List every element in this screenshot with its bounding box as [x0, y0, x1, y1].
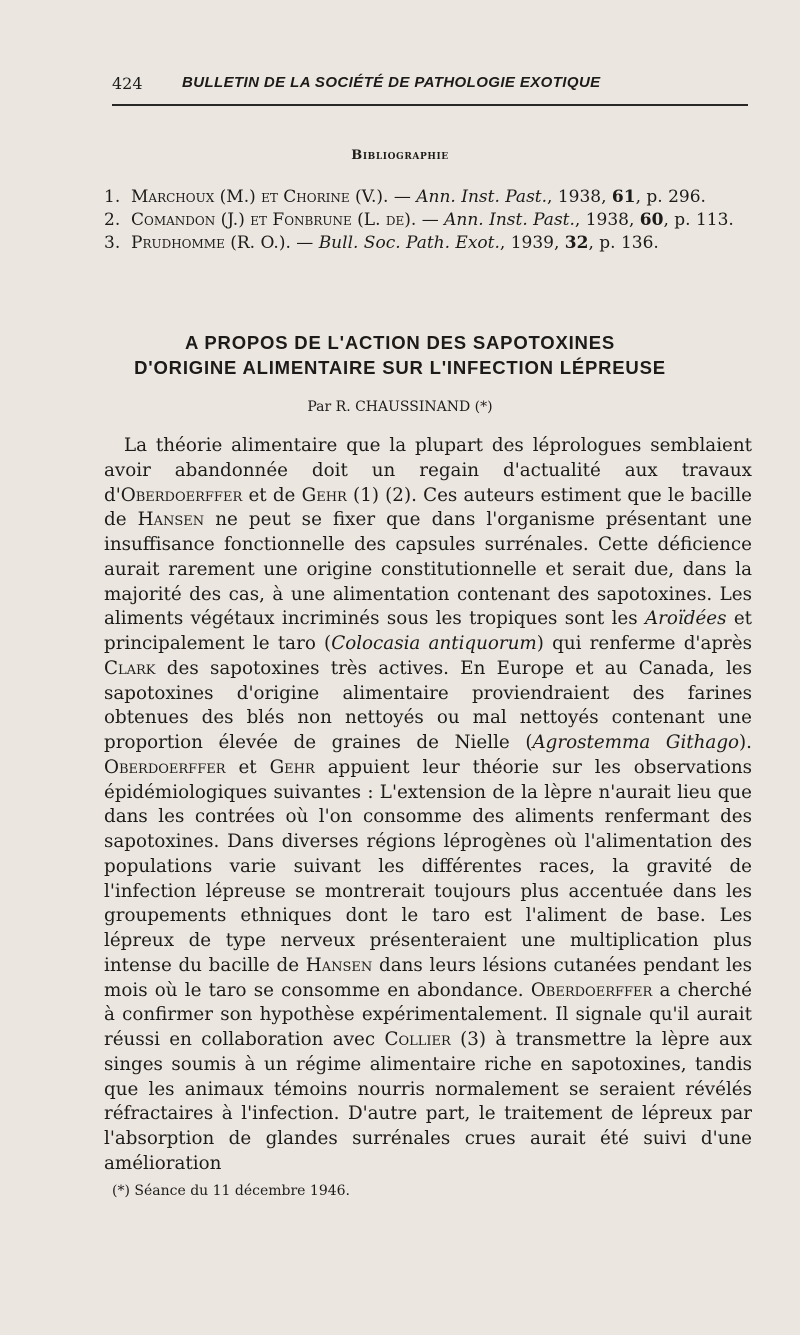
- header-rule: [112, 104, 748, 106]
- italic-term: Colocasia antiquorum: [331, 633, 537, 654]
- author-name: Clark: [104, 657, 156, 679]
- article-body-paragraph: [104, 434, 752, 1177]
- reference-year: , 1939,: [499, 233, 565, 253]
- author-name: Gehr: [269, 756, 315, 778]
- reference-pages: , p. 113.: [663, 210, 734, 230]
- reference-authors: Comandon (J.) et Fonbrune (L. de).: [131, 210, 417, 230]
- body-text-run: dans leurs lésions cutanées pendant les mois où le taro se consomme en abondance.: [104, 954, 753, 1001]
- reference-authors: Marchoux (M.) et Chorine (V.).: [131, 187, 389, 207]
- reference-journal: Bull. Soc. Path. Exot.: [318, 233, 500, 253]
- body-text-run: des sapotoxines très actives. En Europe et au Canada, les sapotoxines d'origine alimentaire proviendraient des farines obtenues des blés non nettoyés ou mal nettoyés contenant une proportion élevée de graines de Nielle (: [104, 657, 752, 753]
- author-name: Oberdoerffer: [530, 979, 653, 1001]
- bibliography-title: Bibliographie: [351, 148, 449, 163]
- author-name: Collier: [384, 1029, 451, 1050]
- author-name: Hansen: [305, 954, 373, 976]
- reference-number: 1.: [104, 187, 121, 207]
- reference-number: 3.: [104, 233, 121, 253]
- body-text-run: (3) à transmettre la lèpre aux singes soumis à un régime alimentaire riche en sapotoxines, tandis que les animaux témoins nourris normalement se seraient révélés réfractaires à l'infection. D'autre part, le traitement de lépreux par l'absorption de glandes surrénales crues aurait été suivi d'une amélioration: [104, 1029, 752, 1174]
- italic-term: Agrostemma Githago: [532, 732, 740, 753]
- reference-year: , 1938,: [574, 210, 640, 230]
- author-name: Oberdoerffer: [104, 756, 226, 778]
- author-name: Oberdoerffer: [120, 484, 243, 506]
- reference-pages: , p. 136.: [588, 233, 659, 253]
- body-text-run: et de: [242, 484, 302, 506]
- body-text-run: (1) (2). Ces auteurs estiment que le bacille de: [104, 484, 752, 531]
- reference-number: 2.: [104, 210, 121, 230]
- reference-year: , 1938,: [547, 187, 612, 207]
- body-text-run: ) qui renferme d'après: [536, 633, 752, 654]
- body-text-run: ).: [739, 732, 752, 753]
- body-text-run: et: [225, 756, 270, 778]
- author-name: Hansen: [137, 509, 205, 531]
- article-title-line-2: D'ORIGINE ALIMENTAIRE SUR L'INFECTION LÉPREUSE: [134, 357, 666, 378]
- body-text-run: et principalement le taro (: [104, 608, 752, 654]
- body-text-run: La théorie alimentaire que la plupart des léprologues semblaient avoir abandonnée doit un regain d'actualité aux travaux d': [104, 435, 752, 506]
- reference-item: [104, 186, 752, 209]
- body-text-run: ne peut se fixer que dans l'organisme présentant une insuffisance fonctionnelle des capsules surrénales. Cette déficience aurait rarement une origine constitutionnelle et serait due, dans la majorité des cas, à une alimentation contenant des sapotoxines. Les aliments végétaux incriminés sous les tropiques sont les: [104, 509, 752, 630]
- reference-pages: , p. 296.: [635, 187, 706, 207]
- footnote: (*) Séance du 11 décembre 1946.: [112, 1183, 350, 1199]
- page-number: 424: [112, 74, 143, 93]
- italic-term: Aroïdées: [644, 608, 727, 630]
- page-header: [112, 74, 748, 104]
- reference-volume: 32: [564, 233, 589, 253]
- body-text-run: a cherché à confirmer son hypothèse expérimentalement. Il signale qu'il aurait réussi en collaboration avec: [104, 979, 752, 1050]
- reference-authors: Prudhomme (R. O.).: [131, 233, 291, 253]
- reference-volume: 61: [611, 187, 636, 207]
- article-byline: Par R. CHAUSSINAND (*): [307, 399, 493, 415]
- reference-item: [104, 232, 752, 255]
- reference-item: [104, 209, 752, 232]
- reference-dash: —: [416, 210, 445, 230]
- article-title: [0, 330, 800, 380]
- running-title: BULLETIN DE LA SOCIÉTÉ DE PATHOLOGIE EXOTIQUE: [182, 74, 601, 91]
- reference-volume: 60: [639, 210, 664, 230]
- reference-journal: Ann. Inst. Past.: [416, 187, 548, 207]
- bibliography-list: [104, 186, 752, 255]
- reference-dash: —: [388, 187, 417, 207]
- body-text-run: appuient leur théorie sur les observations épidémiologiques suivantes : L'extension de la lèpre n'aurait lieu que dans les contrées où l'on consomme des aliments renfermant des sapotoxines. Dans diverses régions léprogènes où l'alimentation des populations varie suivant les différentes races, la gravité de l'infection lépreuse se montrerait toujours plus accentuée dans les groupements ethniques dont le taro est l'aliment de base. Les lépreux de type nerveux présenteraient une multiplication plus intense du bacille de: [104, 756, 752, 976]
- reference-journal: Ann. Inst. Past.: [444, 210, 575, 230]
- author-name: Gehr: [301, 484, 347, 506]
- article-title-line-1: A PROPOS DE L'ACTION DES SAPOTOXINES: [185, 332, 615, 353]
- reference-dash: —: [290, 233, 319, 253]
